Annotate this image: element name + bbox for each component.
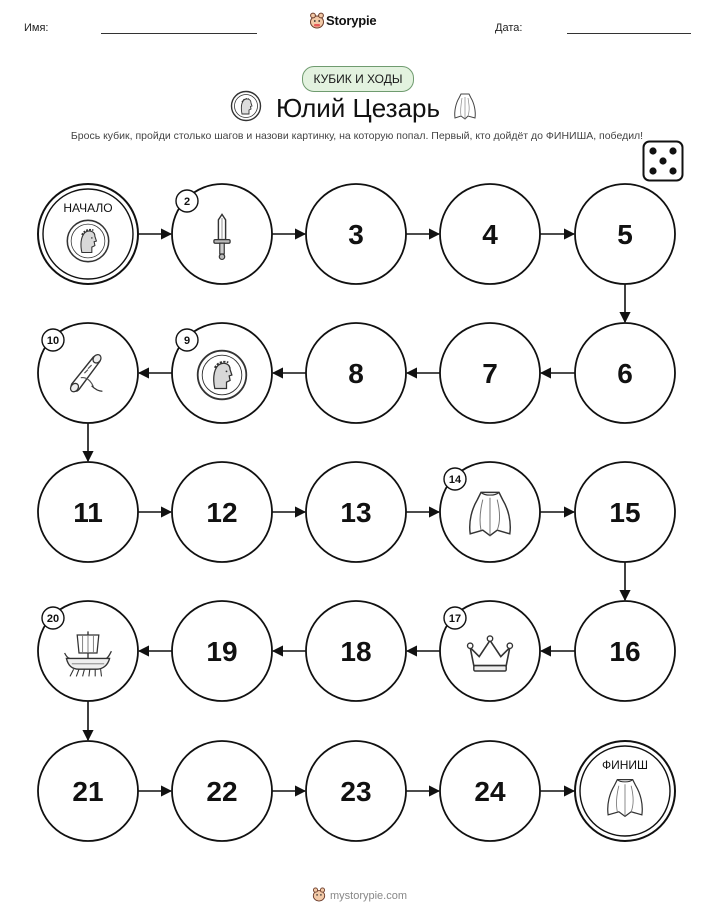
- page-title: Юлий Цезарь: [276, 93, 441, 123]
- board-space-3[interactable]: [306, 184, 406, 284]
- space-badge-number: 17: [448, 613, 462, 625]
- space-badge-number: 14: [448, 474, 462, 486]
- start-label: НАЧАЛО: [63, 201, 113, 215]
- space-number: 23: [340, 776, 372, 807]
- space-number: 22: [206, 776, 238, 807]
- finish-space[interactable]: [575, 741, 675, 841]
- board-space-7[interactable]: [440, 323, 540, 423]
- space-number: 3: [348, 219, 364, 250]
- space-number: 8: [348, 358, 364, 389]
- board-space-11[interactable]: [38, 462, 138, 562]
- board-space-14[interactable]: [440, 462, 540, 562]
- board-space-8[interactable]: [306, 323, 406, 423]
- space-number: 21: [72, 776, 104, 807]
- board-space-18[interactable]: [306, 601, 406, 701]
- space-number: 13: [340, 497, 372, 528]
- board-space-2[interactable]: [172, 184, 272, 284]
- board-space-9[interactable]: [172, 323, 272, 423]
- instructions-text: Брось кубик, пройди столько шагов и назови картинку, на которую попал. Первый, кто дойдёт до ФИНИША, победил!: [70, 130, 644, 142]
- footer-url: mystorypie.com: [330, 890, 408, 902]
- space-number: 19: [206, 636, 238, 667]
- board-space-16[interactable]: [575, 601, 675, 701]
- board-space-10[interactable]: [38, 323, 138, 423]
- start-space[interactable]: [38, 184, 138, 284]
- storypie-logo-icon: [312, 886, 326, 902]
- board-space-6[interactable]: [575, 323, 675, 423]
- board-space-15[interactable]: [575, 462, 675, 562]
- space-number: 5: [617, 219, 633, 250]
- board-space-23[interactable]: [306, 741, 406, 841]
- coin-icon: [67, 220, 108, 261]
- space-number: 7: [482, 358, 498, 389]
- space-badge-number: 9: [183, 335, 191, 347]
- board-space-24[interactable]: [440, 741, 540, 841]
- board-space-4[interactable]: [440, 184, 540, 284]
- board-space-17[interactable]: [440, 601, 540, 701]
- name-label: Имя:: [24, 22, 49, 34]
- board-space-13[interactable]: [306, 462, 406, 562]
- board-space-12[interactable]: [172, 462, 272, 562]
- space-badge-number: 20: [46, 613, 60, 625]
- game-type-badge: КУБИК И ХОДЫ: [302, 66, 414, 92]
- space-number: 6: [617, 358, 633, 389]
- space-badge-number: 10: [46, 335, 60, 347]
- board-space-21[interactable]: [38, 741, 138, 841]
- brand-name: Storypie: [326, 13, 377, 28]
- space-number: 11: [73, 497, 103, 528]
- space-number: 12: [206, 497, 238, 528]
- board-space-20[interactable]: [38, 601, 138, 701]
- space-number: 15: [609, 497, 641, 528]
- space-number: 16: [609, 636, 641, 667]
- space-number: 18: [340, 636, 372, 667]
- board-space-19[interactable]: [172, 601, 272, 701]
- board-space-22[interactable]: [172, 741, 272, 841]
- date-label: Дата:: [495, 22, 523, 34]
- space-badge-number: 2: [183, 196, 191, 208]
- space-number: 4: [482, 219, 498, 250]
- space-number: 24: [474, 776, 506, 807]
- board-space-5[interactable]: [575, 184, 675, 284]
- coin-icon: [198, 351, 247, 400]
- finish-label: ФИНИШ: [601, 758, 649, 772]
